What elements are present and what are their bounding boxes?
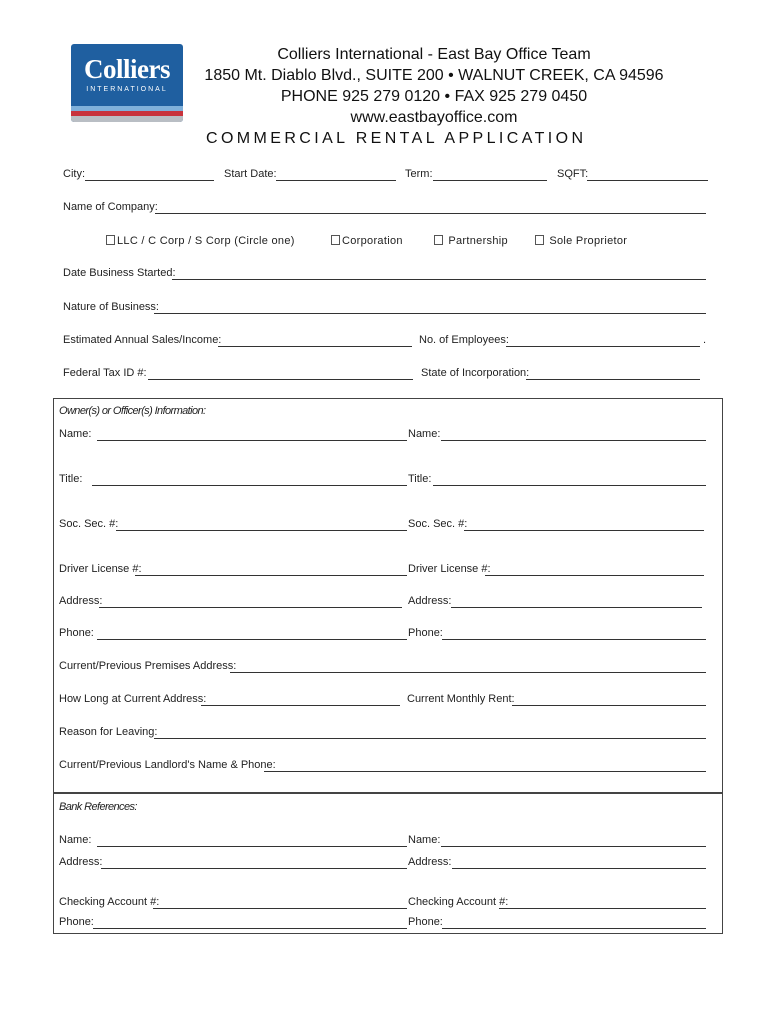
owner2-address-field[interactable] [451, 607, 702, 608]
reason-field[interactable] [154, 738, 706, 739]
city-field[interactable] [85, 180, 214, 181]
owner2-phone-field[interactable] [442, 639, 706, 640]
bank1-address-field[interactable] [101, 868, 407, 869]
start-date-field[interactable] [276, 180, 396, 181]
reason-label: Reason for Leaving: [59, 726, 158, 738]
tax-id-field[interactable] [148, 379, 413, 380]
owner2-title-label: Title: [408, 473, 432, 485]
bank2-checking-field[interactable] [499, 908, 706, 909]
term-label: Term: [405, 168, 433, 180]
sqft-label: SQFT: [557, 168, 589, 180]
term-field[interactable] [433, 180, 547, 181]
bank2-phone-field[interactable] [442, 928, 706, 929]
entity-sole-option[interactable] [535, 235, 627, 248]
bank1-phone-label: Phone: [59, 916, 94, 928]
employees-period: . [703, 334, 707, 346]
owner1-title-field[interactable] [92, 485, 407, 486]
landlord-field[interactable] [264, 771, 706, 772]
header-website: www.eastbayoffice.com [350, 109, 518, 126]
owner2-ssn-field[interactable] [464, 530, 704, 531]
logo-stripe-gray [71, 116, 183, 122]
owner2-phone-label: Phone: [408, 627, 443, 639]
bank2-address-label: Address: [408, 856, 452, 868]
page-title: COMMERCIAL RENTAL APPLICATION [206, 130, 587, 147]
sales-label: Estimated Annual Sales/Income: [63, 334, 222, 346]
bank2-checking-label: Checking Account #: [408, 896, 509, 908]
checkbox-icon[interactable] [535, 235, 544, 245]
rent-label: Current Monthly Rent: [407, 693, 515, 705]
bank1-name-field[interactable] [97, 846, 407, 847]
sqft-field[interactable] [587, 180, 708, 181]
how-long-field[interactable] [201, 705, 400, 706]
date-started-field[interactable] [172, 279, 706, 280]
owner1-ssn-label: Soc. Sec. #: [59, 518, 119, 530]
owner2-ssn-label: Soc. Sec. #: [408, 518, 468, 530]
state-inc-field[interactable] [526, 379, 700, 380]
bank2-address-field[interactable] [452, 868, 706, 869]
rent-field[interactable] [512, 705, 706, 706]
owner2-name-field[interactable] [441, 440, 706, 441]
owner2-title-field[interactable] [433, 485, 706, 486]
city-label: City: [63, 168, 85, 180]
bank1-name-label: Name: [59, 834, 92, 846]
owner1-ssn-field[interactable] [116, 530, 407, 531]
header-company: Colliers International - East Bay Office Team [277, 46, 591, 63]
header-address: 1850 Mt. Diablo Blvd., SUITE 200 • WALNUT CREEK, CA 94596 [204, 67, 664, 84]
tax-id-label: Federal Tax ID #: [63, 367, 147, 379]
owner1-title-label: Title: [59, 473, 83, 485]
premises-field[interactable] [230, 672, 706, 673]
owner2-license-field[interactable] [485, 575, 704, 576]
landlord-label: Current/Previous Landlord's Name & Phone: [59, 759, 276, 771]
owner1-phone-field[interactable] [97, 639, 407, 640]
bank2-name-label: Name: [408, 834, 441, 846]
checkbox-icon[interactable] [331, 235, 340, 245]
bank-section [53, 792, 723, 934]
date-started-label: Date Business Started: [63, 267, 176, 279]
logo-wordmark: Colliers [84, 54, 170, 84]
owner1-name-label: Name: [59, 428, 92, 440]
start-date-label: Start Date: [224, 168, 277, 180]
header-phone: PHONE 925 279 0120 • FAX 925 279 0450 [280, 88, 588, 105]
company-name-field[interactable] [155, 213, 706, 214]
bank1-checking-label: Checking Account #: [59, 896, 160, 908]
logo-subtitle: INTERNATIONAL [86, 86, 168, 93]
checkbox-icon[interactable] [434, 235, 443, 245]
owner1-name-field[interactable] [97, 440, 407, 441]
owner2-license-label: Driver License #: [408, 563, 491, 575]
nature-field[interactable] [154, 313, 706, 314]
bank1-address-label: Address: [59, 856, 103, 868]
owner1-address-field[interactable] [99, 607, 402, 608]
bank1-checking-field[interactable] [153, 908, 407, 909]
entity-corporation-label: Corporation [342, 235, 403, 247]
bank-heading: Bank References: [59, 801, 137, 813]
bank2-name-field[interactable] [441, 846, 706, 847]
bank2-phone-label: Phone: [408, 916, 443, 928]
company-name-label: Name of Company: [63, 201, 158, 213]
owner1-license-label: Driver License #: [59, 563, 142, 575]
bank1-phone-field[interactable] [93, 928, 407, 929]
premises-label: Current/Previous Premises Address: [59, 660, 237, 672]
entity-partnership-label: Partnership [448, 235, 508, 247]
owners-heading: Owner(s) or Officer(s) Information: [59, 405, 206, 417]
entity-corporation-option[interactable] [331, 235, 403, 248]
owner1-license-field[interactable] [135, 575, 407, 576]
entity-llc-label: LLC / C Corp / S Corp (Circle one) [117, 235, 295, 247]
how-long-label: How Long at Current Address: [59, 693, 207, 705]
state-inc-label: State of Incorporation: [421, 367, 530, 379]
sales-field[interactable] [218, 346, 412, 347]
owner2-address-label: Address: [408, 595, 452, 607]
employees-field[interactable] [506, 346, 700, 347]
owner1-address-label: Address: [59, 595, 103, 607]
entity-llc-option[interactable] [106, 235, 295, 248]
nature-label: Nature of Business: [63, 301, 159, 313]
checkbox-icon[interactable] [106, 235, 115, 245]
owner2-name-label: Name: [408, 428, 441, 440]
colliers-logo [71, 44, 183, 122]
employees-label: No. of Employees: [419, 334, 509, 346]
owner1-phone-label: Phone: [59, 627, 94, 639]
entity-sole-label: Sole Proprietor [549, 235, 628, 247]
entity-partnership-option[interactable] [434, 235, 508, 248]
